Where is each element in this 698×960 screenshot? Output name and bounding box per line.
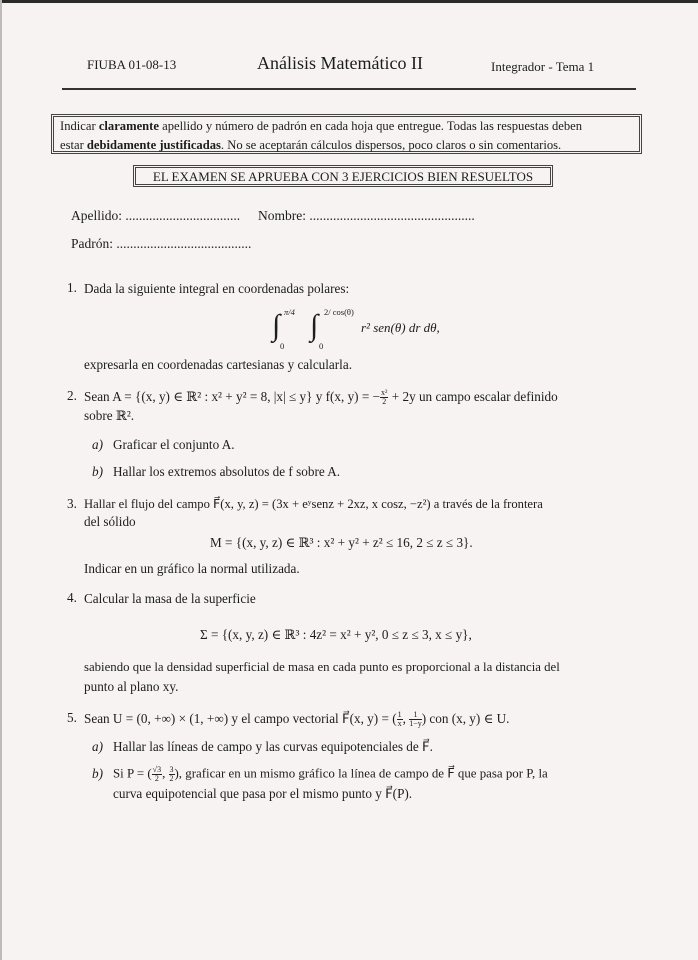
frac-den: x (397, 719, 402, 729)
item-label: b) (92, 464, 103, 479)
apellido-field[interactable]: Apellido: .................................. (71, 208, 241, 223)
question-number: 4. (67, 590, 77, 605)
question-4-line3: punto al plano xy. (84, 679, 179, 694)
integral-sign: ∫ (310, 309, 319, 342)
approval-banner: EL EXAMEN SE APRUEBA CON 3 EJERCICIOS BIEN RESUELTOS (133, 165, 553, 187)
frac-den: 1−y (409, 719, 422, 729)
scan-left-edge (0, 0, 2, 960)
frac-num: √3 (152, 765, 162, 774)
nombre-field[interactable]: Nombre: ................................................. (258, 208, 475, 223)
instructions-box (51, 114, 642, 154)
question-1-text: Dada la siguiente integral en coordenadas polares: (84, 281, 350, 296)
upper-limit: π/4 (284, 307, 295, 317)
header-date: FIUBA 01-08-13 (87, 57, 177, 72)
fraction (409, 711, 422, 728)
question-2-line2: sobre ℝ². (84, 408, 135, 423)
frac-num: 1 (397, 710, 402, 720)
header-exam-type: Integrador - Tema 1 (491, 59, 595, 74)
question-number: 5. (67, 710, 77, 725)
question-4-line2: sabiendo que la densidad superficial de masa en cada punto es proporcional a la distancia del (84, 660, 560, 674)
padron-field[interactable]: Padrón: ........................................ (71, 236, 252, 251)
question-3-line2: del sólido (84, 514, 136, 529)
notice-text: Indicar (60, 119, 99, 133)
solid-set: M = {(x, y, z) ∈ ℝ³ : x² + y² + z² ≤ 16, 2 ≤ z ≤ 3}. (210, 535, 473, 550)
q5b-text: Si P = ( (113, 766, 152, 781)
question-number: 2. (67, 388, 77, 403)
question-1-instruction: expresarla en coordenadas cartesianas y calcularla. (84, 357, 352, 372)
notice-bold: debidamente justificadas (86, 138, 221, 152)
lower-limit: 0 (319, 341, 324, 351)
q5-def-end: ) con (x, y) ∈ U. (421, 711, 510, 726)
fraction (397, 711, 403, 728)
q2-field-def: + 2y un campo escalar definido (388, 389, 558, 404)
frac-den: 2 (382, 397, 387, 407)
question-2b: Hallar los extremos absolutos de f sobre A. (113, 464, 341, 479)
frac-den: 2 (169, 774, 174, 783)
question-2-text (84, 387, 558, 406)
q5b-text: ), graficar en un mismo gráfico la línea de campo de F⃗ que pasa por P, la (174, 766, 548, 781)
integral-sign: ∫ (272, 309, 281, 342)
frac-num: 1 (409, 711, 422, 720)
question-3-text: Hallar el flujo del campo F⃗(x, y, z) = (3x + eʸsenz + 2xz, x cosz, −z²) a través de la frontera (84, 497, 543, 511)
question-2a: Graficar el conjunto A. (113, 437, 235, 452)
q2-set-def: Sean A = {(x, y) ∈ ℝ² : x² + y² = 8, |x| ≤ y} y f(x, y) = − (84, 389, 381, 404)
question-number: 3. (67, 496, 77, 511)
question-4-text: Calcular la masa de la superficie (84, 591, 256, 606)
page-title: Análisis Matemático II (257, 53, 423, 73)
notice-text: . No se aceptarán cálculos dispersos, poco claros o sin comentarios. (220, 138, 562, 152)
question-5b-line2: curva equipotencial que pasa por el mismo punto y F⃗(P). (113, 786, 413, 801)
integrand: r² sen(θ) dr dθ, (361, 320, 440, 335)
q5-def: Sean U = (0, +∞) × (1, +∞) y el campo vectorial F⃗(x, y) = ( (84, 711, 397, 726)
question-number: 1. (67, 280, 77, 295)
integral-expression (272, 305, 462, 355)
item-label: b) (92, 766, 103, 781)
notice-bold: claramente (98, 119, 159, 133)
question-5a: Hallar las líneas de campo y las curvas equipotenciales de F⃗. (113, 739, 433, 754)
question-5-text: Sean U = (0, +∞) × (1, +∞) y el campo vectorial F⃗(x, y) = ( $\frac{1}{x}$ , $\frac{1}{1-y}$ ) con (x, y) ∈ U. (84, 710, 510, 729)
frac-num: 3 (169, 765, 174, 774)
lower-limit: 0 (280, 341, 285, 351)
surface-set: Σ = {(x, y, z) ∈ ℝ³ : 4z² = x² + y², 0 ≤ z ≤ 3, x ≤ y}, (200, 627, 472, 642)
item-label: a) (92, 437, 103, 452)
upper-limit: 2/ cos(θ) (324, 307, 354, 317)
fraction (152, 766, 162, 783)
item-label: a) (92, 739, 103, 754)
header-divider (62, 88, 636, 90)
question-3-line3: Indicar en un gráfico la normal utilizada. (84, 561, 300, 576)
question-5b: Si P = ( $\frac{√3}{2}$ , $\frac{3}{2}$ ), graficar en un mismo gráfico la línea de campo de F⃗ que pasa por P, la (113, 765, 548, 783)
frac-num: x² (381, 388, 388, 398)
frac-den: 2 (154, 774, 159, 783)
notice-text: apellido y número de padrón en cada hoja que entregue. Todas las respuestas deben (158, 119, 583, 133)
scan-top-edge (0, 0, 698, 3)
notice-text: estar (60, 138, 87, 152)
